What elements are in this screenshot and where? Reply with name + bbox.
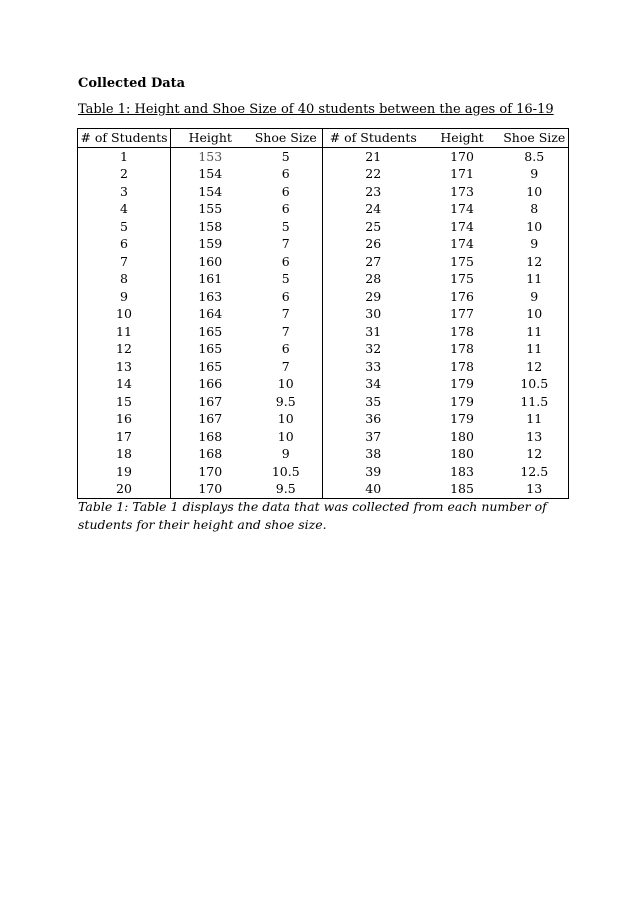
- column-header: Shoe Size: [501, 129, 569, 148]
- table-cell: 11: [501, 340, 569, 358]
- table-cell: 28: [323, 270, 424, 288]
- table-cell: 34: [323, 375, 424, 393]
- table-row: [78, 480, 569, 498]
- table-cell: 180: [450, 428, 474, 444]
- table-row: [78, 147, 569, 165]
- table-cell: 9.5: [250, 480, 323, 498]
- table-cell: 10: [501, 305, 569, 323]
- table-caption: Table 1: Table 1 displays the data that was collected from each number of students for their height and shoe size.: [78, 499, 547, 532]
- table-cell: 31: [323, 323, 424, 341]
- table-cell: 174: [450, 236, 474, 252]
- table-cell: 10: [501, 183, 569, 201]
- table-cell: 13: [78, 358, 171, 376]
- table-cell: 11: [501, 270, 569, 288]
- table-cell: 167: [198, 411, 223, 427]
- table-cell: 9: [501, 235, 569, 253]
- table-row: [78, 200, 569, 218]
- table-cell: 173: [450, 183, 474, 199]
- table-cell: 165: [198, 323, 223, 339]
- table-cell: 185: [424, 480, 501, 498]
- table-cell: 159: [198, 236, 223, 252]
- table-body: [78, 147, 569, 498]
- table-cell: 1: [78, 147, 171, 165]
- table-cell: 6: [250, 200, 323, 218]
- table-cell: 13: [501, 480, 569, 498]
- table-row: [78, 410, 569, 428]
- table-cell: 36: [323, 410, 424, 428]
- table-row: [78, 375, 569, 393]
- table-cell: 164: [198, 306, 223, 322]
- table-cell: 11: [78, 323, 171, 341]
- table-cell: 16: [78, 410, 171, 428]
- table-cell: 10: [250, 375, 323, 393]
- table-cell: 4: [78, 200, 171, 218]
- table-cell: 7: [250, 323, 323, 341]
- table-cell: 177: [450, 306, 474, 322]
- table-cell: 179: [450, 411, 474, 427]
- table-row: [78, 340, 569, 358]
- table-cell: 6: [250, 165, 323, 183]
- table-cell: 14: [78, 375, 171, 393]
- column-header: Shoe Size: [250, 129, 323, 148]
- table-cell: 15: [78, 393, 171, 411]
- table-cell: 9: [78, 288, 171, 306]
- table-cell: 7: [250, 305, 323, 323]
- table-cell: 166: [198, 376, 223, 392]
- table-cell: 20: [78, 480, 171, 498]
- table-title: Table 1: Height and Shoe Size of 40 students between the ages of 16-19: [78, 102, 554, 117]
- table-cell: 12.5: [501, 463, 569, 481]
- table-cell: 183: [450, 463, 474, 479]
- table-cell: 163: [198, 288, 223, 304]
- table-cell: 26: [323, 235, 424, 253]
- table-cell: 8: [501, 200, 569, 218]
- data-table: [77, 128, 569, 499]
- table-cell: 19: [78, 463, 171, 481]
- table-cell: 35: [323, 393, 424, 411]
- section-heading: Collected Data: [78, 76, 186, 91]
- table-cell: 8: [78, 270, 171, 288]
- table-cell: 176: [450, 288, 474, 304]
- table-cell: 6: [250, 340, 323, 358]
- table-cell: 180: [450, 446, 474, 462]
- table-cell: 38: [323, 445, 424, 463]
- table-cell: 154: [198, 166, 223, 182]
- table-cell: 178: [450, 341, 474, 357]
- column-header: Height: [424, 129, 501, 148]
- table-cell: 10.5: [250, 463, 323, 481]
- table-cell: 12: [501, 358, 569, 376]
- table-cell: 9: [250, 445, 323, 463]
- table-cell: 3: [78, 183, 171, 201]
- table-row: [78, 428, 569, 446]
- table-cell: 174: [450, 218, 474, 234]
- table-row: [78, 218, 569, 236]
- table-cell: 154: [198, 183, 223, 199]
- table-cell: 30: [323, 305, 424, 323]
- table-cell: 29: [323, 288, 424, 306]
- table-cell: 9: [501, 288, 569, 306]
- table-cell: 158: [198, 218, 223, 234]
- table-cell: 160: [198, 253, 223, 269]
- table-cell: 39: [323, 463, 424, 481]
- table-cell: 21: [323, 147, 424, 165]
- table-cell: 11.5: [501, 393, 569, 411]
- table-cell: 179: [450, 393, 474, 409]
- table-row: [78, 305, 569, 323]
- table-cell: 6: [250, 253, 323, 271]
- table-cell: 25: [323, 218, 424, 236]
- table-cell: 12: [78, 340, 171, 358]
- table-cell: 18: [78, 445, 171, 463]
- table-cell: 178: [450, 358, 474, 374]
- table-cell: 33: [323, 358, 424, 376]
- table-row: [78, 253, 569, 271]
- table-cell: 7: [78, 253, 171, 271]
- table-cell: 170: [198, 463, 223, 479]
- table-cell: 32: [323, 340, 424, 358]
- table-cell: 165: [198, 341, 223, 357]
- table-cell: 153: [198, 148, 223, 164]
- table-cell: 7: [250, 235, 323, 253]
- table-cell: 11: [501, 323, 569, 341]
- table-cell: 179: [450, 376, 474, 392]
- table-cell: 155: [198, 201, 223, 217]
- table-cell: 24: [323, 200, 424, 218]
- table-cell: 22: [323, 165, 424, 183]
- table-cell: 17: [78, 428, 171, 446]
- table-cell: 13: [501, 428, 569, 446]
- table-cell: 8.5: [501, 147, 569, 165]
- table-cell: 171: [450, 166, 474, 182]
- table-cell: 5: [250, 218, 323, 236]
- table-cell: 168: [198, 428, 223, 444]
- table-row: [78, 183, 569, 201]
- table-row: [78, 165, 569, 183]
- table-cell: 5: [250, 270, 323, 288]
- table-cell: 12: [501, 253, 569, 271]
- table-row: [78, 463, 569, 481]
- table-cell: 2: [78, 165, 171, 183]
- table-cell: 165: [198, 358, 223, 374]
- table-cell: 40: [323, 480, 424, 498]
- table-cell: 10: [250, 428, 323, 446]
- table-cell: 5: [250, 147, 323, 165]
- table-cell: 10: [501, 218, 569, 236]
- table-cell: 9: [501, 165, 569, 183]
- table-cell: 37: [323, 428, 424, 446]
- table-cell: 6: [250, 288, 323, 306]
- table-cell: 12: [501, 445, 569, 463]
- table-row: [78, 358, 569, 376]
- table-row: [78, 445, 569, 463]
- table-cell: 6: [78, 235, 171, 253]
- column-header: # of Students: [323, 129, 424, 148]
- table-cell: 175: [450, 271, 474, 287]
- table-row: [78, 270, 569, 288]
- table-cell: 167: [198, 393, 223, 409]
- table-cell: 7: [250, 358, 323, 376]
- column-header: Height: [171, 129, 250, 148]
- table-row: [78, 235, 569, 253]
- table-cell: 168: [198, 446, 223, 462]
- table-cell: 6: [250, 183, 323, 201]
- table-cell: 161: [198, 271, 223, 287]
- table-cell: 10: [250, 410, 323, 428]
- table-cell: 170: [171, 480, 250, 498]
- column-header: # of Students: [78, 129, 171, 148]
- table-cell: 10.5: [501, 375, 569, 393]
- table-cell: 11: [501, 410, 569, 428]
- table-row: [78, 323, 569, 341]
- table-cell: 9.5: [250, 393, 323, 411]
- table-cell: 27: [323, 253, 424, 271]
- table-cell: 10: [78, 305, 171, 323]
- table-cell: 178: [450, 323, 474, 339]
- table-cell: 5: [78, 218, 171, 236]
- table-row: [78, 288, 569, 306]
- table-row: [78, 393, 569, 411]
- table-cell: 170: [450, 148, 474, 164]
- table-header-row: [78, 129, 569, 148]
- table-cell: 174: [450, 201, 474, 217]
- table-cell: 23: [323, 183, 424, 201]
- table-cell: 175: [450, 253, 474, 269]
